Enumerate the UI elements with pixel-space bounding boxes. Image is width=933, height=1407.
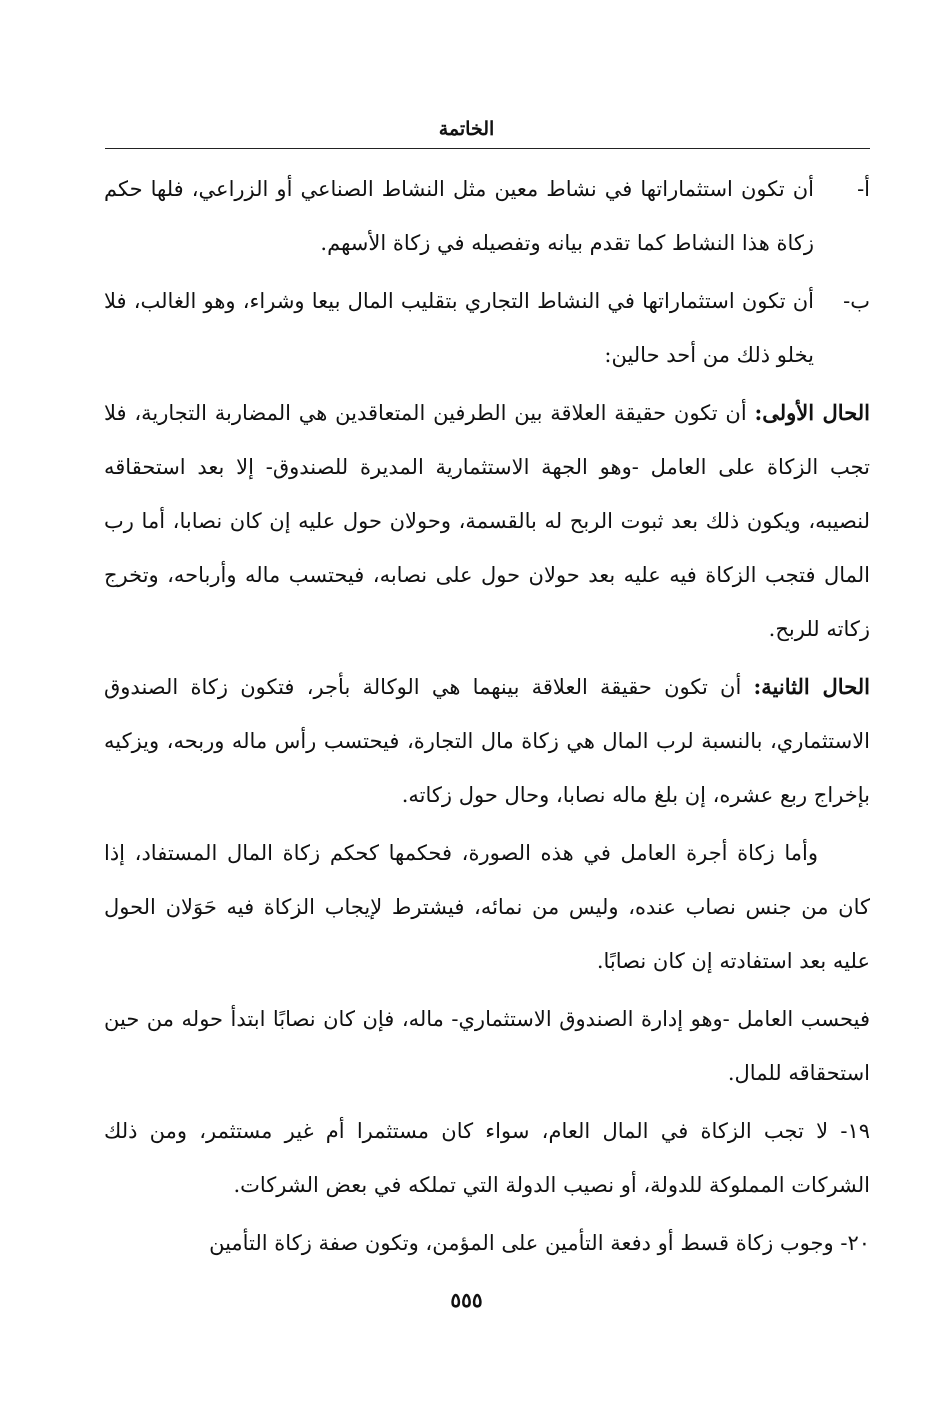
running-header-title: الخاتمة (438, 118, 495, 140)
list-marker-b: ب- (843, 289, 870, 313)
worker-wage-zakat-text: وأما زكاة أجرة العامل في هذه الصورة، فحكمها كحكم زكاة المال المستفاد، إذا كان من جنس نصاب عنده، وليس من نمائه، فيشترط لإيجاب الزكاة فيه حَوَلان الحول عليه بعد استفادته إن كان نصابًا. (104, 841, 870, 973)
paragraph-first-case (104, 386, 870, 656)
second-case-text: أن تكون حقيقة العلاقة بينهما هي الوكالة بأجر، فتكون زكاة الصندوق الاستثماري، بالنسبة لرب المال هي زكاة مال التجارة، فيحتسب رأس ماله وربحه، ويزكيه بإخراج ربع عشره، إن بلغ ماله نصابا، وحال حول زكاته. (104, 675, 870, 807)
list-item-b (104, 274, 870, 382)
point-19-text: ١٩- لا تجب الزكاة في المال العام، سواء كان مستثمرا أم غير مستثمر، ومن ذلك الشركات المملوكة للدولة، أو نصيب الدولة التي تملكه في بعض الشركات. (104, 1119, 870, 1197)
list-item-a-text: أن تكون استثماراتها في نشاط معين مثل النشاط الصناعي أو الزراعي، فلها حكم زكاة هذا النشاط كما تقدم بيانه وتفصيله في زكاة الأسهم. (104, 177, 814, 255)
first-case-heading: الحال الأولى: (754, 400, 870, 425)
paragraph-second-case (104, 660, 870, 822)
paragraph-worker-calculation (104, 992, 870, 1100)
paragraph-point-19 (104, 1104, 870, 1212)
paragraph-point-20 (104, 1216, 870, 1270)
first-case-text: أن تكون حقيقة العلاقة بين الطرفين المتعاقدين هي المضاربة التجارية، فلا تجب الزكاة على العامل -وهو الجهة الاستثمارية المديرة للصندوق- إلا بعد استحقاقه لنصيبه، ويكون ذلك بعد ثبوت الربح له بالقسمة، وحولان حول عليه إن كان نصابا، أما رب المال فتجب الزكاة فيه عليه بعد حولان حول على نصابه، فيحتسب ماله وأرباحه، وتخرج زكاته للربح. (104, 401, 870, 641)
paragraph-worker-wage-zakat (104, 826, 870, 988)
worker-calculation-text: فيحسب العامل -وهو إدارة الصندوق الاستثماري- ماله، فإن كان نصابًا ابتدأ حوله من حين استحقاقه للمال. (104, 1007, 870, 1085)
header-divider (105, 148, 870, 149)
page-body (104, 162, 870, 1274)
second-case-heading: الحال الثانية: (753, 674, 870, 699)
list-item-a (104, 162, 870, 270)
list-item-b-text: أن تكون استثماراتها في النشاط التجاري بتقليب المال بيعا وشراء، وهو الغالب، فلا يخلو ذلك من أحد حالين: (104, 289, 814, 367)
point-20-text: ٢٠- وجوب زكاة قسط أو دفعة التأمين على المؤمن، وتكون صفة زكاة التأمين (209, 1231, 870, 1255)
list-marker-a: أ- (857, 177, 870, 201)
page-number: ٥٥٥ (450, 1288, 483, 1312)
